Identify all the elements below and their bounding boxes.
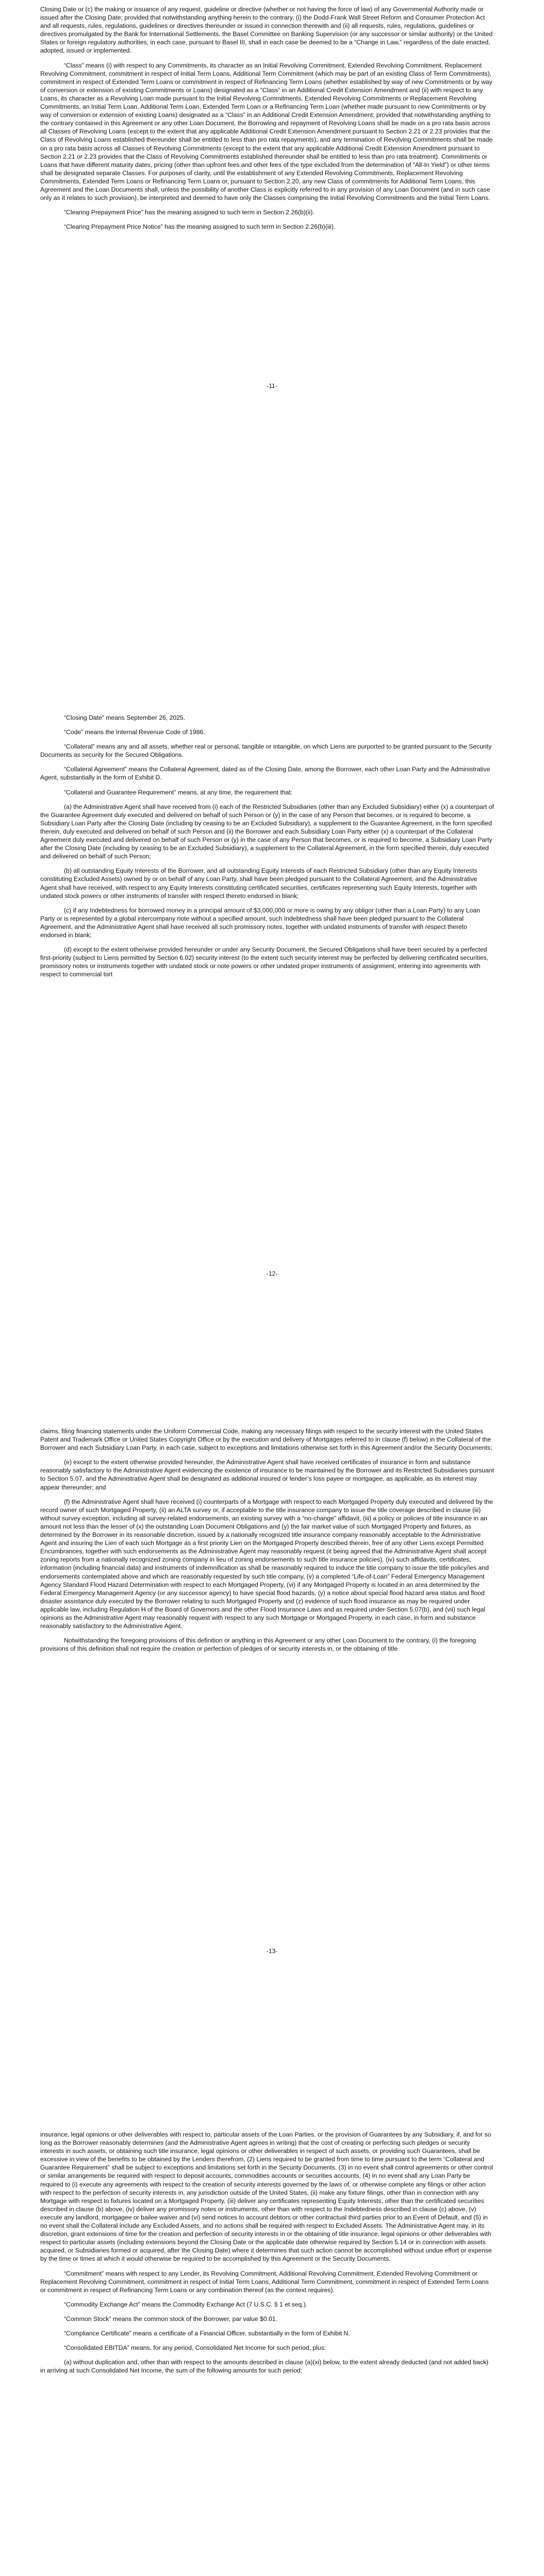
definition-common-stock: “Common Stock” means the common stock of the Borrower, par value $0.01.: [64, 2315, 277, 2323]
page-number: -11-: [267, 382, 277, 389]
clause-a: (a) without duplication and, other than with respect to the amounts described in clause (a)(xi) below, to the extent already deducted (and not added back) in arriving at such Consolidated Net Income, the sum of the following amounts for such period:: [40, 2359, 489, 2375]
page-number: -12-: [266, 1270, 278, 1277]
page-12: [0, 703, 544, 1406]
clause-d: (d) except to the extent otherwise provided hereunder or under any Security Document, the Secured Obligations shall have been secured by a perfected first-priority (subject to Liens permitted by Section 6.02) security interest (to the extent such security interest may be perfected by delivering certificated securities, promissory notes or instruments together with undated stock or note powers or other undated proper instruments of assignment, entering into agreements with respect to commercial tort: [40, 946, 489, 978]
definition-code: “Code” means the Internal Revenue Code of 1986.: [64, 728, 205, 736]
page-14: [0, 2110, 544, 2576]
definition-commodity-exchange-act: “Commodity Exchange Act” means the Commodity Exchange Act (7 U.S.C. § 1 et seq.).: [64, 2300, 308, 2308]
page-11: [0, 0, 544, 703]
clause-f: (f) the Administrative Agent shall have received (i) counterparts of a Mortgage with respect to each Mortgaged Property duly executed and delivered by the record owner of such Mortgaged Property, (ii) an ALTA survey or, if acceptable to the title insurance company to issue the title coverage described in clause (iii) without survey exception, including all survey-related endorsements, an existing survey with a “no-change” affidavit, (iii) a policy or policies of title insurance in an amount not less than the lesser of (x) the outstanding Loan Document Obligations and (y) the fair market value of such Mortgaged Property and fixtures, as determined by the Borrower in its reasonable discretion, issued by a nationally recognized title insurance company reasonably acceptable to the Administrative Agent and insuring the Lien of each such Mortgage as a first priority Lien on the Mortgaged Property described therein, free of any other Liens except Permitted Encumbrances, together with such endorsements as the Administrative Agent may reasonably request (it being agreed that the Administrative Agent shall accept zoning reports from a nationally recognized zoning company in lieu of zoning endorsements to such title insurance policies), (iv) such affidavits, certificates, information (including financial data) and instruments of indemnification as shall be reasonably required to induce the title company to issue the title policy/ies and endorsements contemplated above and which are reasonably requested by such title company, (v) a completed “Life-of-Loan” Federal Emergency Management Agency Standard Flood Hazard Determination with respect to each Mortgaged Property, (vi) if any Mortgaged Property is located in an area determined by the Federal Emergency Management Agency (or any successor agency) to have special flood hazards, (y) a notice about special flood hazard area status and flood disaster assistance duly executed by the Borrower relating to such Mortgaged Property and (z) evidence of such flood insurance as may be required under applicable law, including Regulation H of the Board of Governors and the other Flood Insurance Laws and as required under Section 5.07(b), and (vii) such legal opinions as the Administrative Agent may reasonably request with respect to any such Mortgage or Mortgaged Property, in each case, in form and substance reasonably satisfactory to the Administrative Agent.: [40, 1498, 493, 1630]
definition-closing-date: “Closing Date” means September 26, 2025.: [64, 714, 186, 721]
paragraph: claims, filing financing statements under the Uniform Commercial Code, making any necessary filings with respect to the security interest with the United States Patent and Trademark Office or United States Copyright Office or by the execution and delivery of Mortgages referred to in clause (f) below) in the Collateral of the Borrower and each Subsidiary Loan Party, in each case, subject to exceptions and limitations otherwise set forth in this Agreement and/or the Security Documents;: [40, 1428, 492, 1452]
paragraph: insurance, legal opinions or other deliverables with respect to, particular assets of the Loan Parties, or the provision of Guarantees by any Subsidiary, if, and for so long as the Borrower reasonably determines (and the Administrative Agent agrees in writing) that the cost of creating or perfecting such pledges or security interests in such assets, or obtaining such title insurance, legal opinions or other deliverables in respect of such assets, or providing such Guarantees, shall be excessive in view of the benefits to be obtained by the Lenders therefrom, (2) Liens required to be granted from time to time pursuant to the term “Collateral and Guarantee Requirement” shall be subject to exceptions and limitations set forth in the Security Documents, (3) in no event shall control agreements or other control or similar arrangements be required with respect to deposit accounts, commodities accounts or securities accounts, (4) in no event shall any Loan Party be required to (i) execute any agreements with respect to the creation of security interests governed by the laws of, or otherwise complete any filings or other action with respect to the perfection of security interests in, any jurisdiction outside of the United States, (ii) make any fixture filings, other than in connection with any Mortgage with respect to fixtures located on a Mortgaged Property, (iii) deliver any certificates representing Equity Interests, other than the certificated securities described in clause (b) above, (iv) deliver any promissory notes or instruments, other than with respect to the Indebtedness described in clause (c) above, (v) execute any landlord, mortgagee or bailee waiver and (vi) send notices to account debtors or other contractual third parties prior to an Event of Default, and (5) in no event shall the Collateral include any Excluded Assets, and no actions shall be required with respect to Excluded Assets. The Administrative Agent may, in its discretion, grant extensions of time for the creation and perfection of security interests in or the obtaining of title insurance, legal opinions or other deliverables with respect to particular assets (including extensions beyond the Closing Date or the applicable date otherwise required by Section 5.14 or in connection with assets acquired, or Subsidiaries formed or acquired, after the Closing Date) where it determines that such action cannot be accomplished without undue effort or expense by the time or times at which it would otherwise be required to be accomplished by this Agreement or the Security Documents.: [40, 2131, 493, 2263]
clause-c: (c) if any Indebtedness for borrowed money in a principal amount of $3,000,000 or more is owing by any obligor (other than a Loan Party) to any Loan Party or is represented by a global intercompany note without a specified amount, such Indebtedness shall have been pledged pursuant to the Collateral Agreement, and the Administrative Agent shall have received all such promissory notes, together with undated instruments of transfer with respect thereto endorsed in blank;: [40, 906, 480, 939]
definition-collateral-agreement: “Collateral Agreement” means the Collateral Agreement, dated as of the Closing Date, among the Borrower, each other Loan Party and the Administrative Agent, substantially in the form of Exhibit D.: [40, 766, 490, 782]
definition-collateral: “Collateral” means any and all assets, whether real or personal, tangible or intangible, on which Liens are purported to be granted pursuant to the Security Documents as security for the Secured Obligations.: [40, 743, 492, 759]
definition-compliance-certificate: “Compliance Certificate” means a certificate of a Financial Officer, substantially in the form of Exhibit N.: [64, 2329, 350, 2337]
definition-consolidated-ebitda: “Consolidated EBITDA” means, for any period, Consolidated Net Income for such period, plus:: [64, 2344, 326, 2352]
clause-b: (b) all outstanding Equity Interests of the Borrower, and all outstanding Equity Interests of each Restricted Subsidiary (other than any Equity Interests constituting Excluded Assets) owned by or on behalf of any Loan Party, shall have been pledged pursuant to the Collateral Agreement, and the Administrative Agent shall have received, with respect to any Equity Interests constituting certificated securities, certificates representing such Equity Interests, together with undated stock powers or other instruments of transfer with respect thereto endorsed in blank;: [40, 867, 477, 900]
page-13: [0, 1406, 544, 2110]
clause-a: (a) the Administrative Agent shall have received from (i) each of the Restricted Subsidiaries (other than any Excluded Subsidiary) either (x) a counterpart of the Guarantee Agreement duly executed and delivered on behalf of such Person or (y) in the case of any Person that becomes, or is required to become, a Subsidiary Loan Party after the Closing Date (including by ceasing to be an Excluded Subsidiary), a supplement to the Guarantee Agreement, in the form specified therein, duly executed and delivered on behalf of such Person and (ii) the Borrower and each Subsidiary Loan Party either (x) a counterpart of the Collateral Agreement duly executed and delivered on behalf of such Person or (y) in the case of any Person that becomes, or is required to become, a Subsidiary Loan Party after the Closing Date (including by ceasing to be an Excluded Subsidiary), a supplement to the Collateral Agreement, in the form specified therein, duly executed and delivered on behalf of such Person;: [40, 803, 494, 860]
definition-clearing-prepayment-price: “Clearing Prepayment Price” has the meaning assigned to such term in Section 2.26(b)(ii).: [64, 209, 315, 216]
page-number: -13-: [266, 1947, 278, 1955]
definition-commitment: “Commitment” means with respect to any Lender, its Revolving Commitment, Additional Revolving Commitment, Extended Revolving Commitment or Replacement Revolving Commitment, commitment in respect of Initial Term Loans, Additional Term Commitment, commitment in respect of Extended Term Loans or commitment in respect of Refinancing Term Loans or any combination thereof (as the context requires).: [40, 2269, 489, 2294]
clause-e: (e) except to the extent otherwise provided hereunder, the Administrative Agent shall have received certificates of insurance in form and substance reasonably satisfactory to the Administrative Agent evidencing the existence of insurance to be maintained by the Borrower and its Restricted Subsidiaries pursuant to Section 5.07, and the Administrative Agent shall be designated as additional insured or lender’s loss payee or mortgagee, as applicable, as its interest may appear thereunder; and: [40, 1459, 494, 1491]
definition-clearing-prepayment-price-notice: “Clearing Prepayment Price Notice” has the meaning assigned to such term in Section 2.26(b)(iii).: [64, 223, 336, 231]
definition-class: “Class” means (i) with respect to any Commitments, its character as an Initial Revolving Commitment, Extended Revolving Commitment, Replacement Revolving Commitment, commitment in respect of Initial Term Loans, Additional Term Commitment (which may be part of an existing Class of Term Commitments), commitment in respect of Extended Term Loans or commitment in respect of Refinancing Term Loans (whether established by way of new Commitments or by way of conversion or extension of existing Commitments or Loans) designated as a “Class” in an Additional Credit Extension Amendment and (ii) with respect to any Loans, its character as a Revolving Loan made pursuant to the Initial Revolving Commitments, Extended Revolving Commitments or Replacement Revolving Commitments, an Initial Term Loan, Additional Term Loan, Extended Term Loan or a Refinancing Term Loan (whether made pursuant to new Commitments or by way of conversion or extension of existing Loans) designated as a “Class” in an Additional Credit Extension Amendment; provided that notwithstanding anything to the contrary contained in this Agreement or any other Loan Document, the Borrowing and repayment of Revolving Loans shall be made on a pro rata basis across all Classes of Revolving Loans (except to the extent that any applicable Additional Credit Extension Amendment pursuant to Section 2.21 or 2.23 provides that the Class of Revolving Loans established thereunder shall be entitled to less than pro rata repayments), and any termination of Revolving Commitments shall be made on a pro rata basis across all Classes of Revolving Commitments (except to the extent that any applicable Additional Credit Extension Amendment pursuant to Section 2.21 or 2.23 provides that the Class of Revolving Commitments established thereunder shall be entitled to less than pro rata treatment). Commitments or Loans that have different maturity dates, pricing (other than upfront fees and other fees of the type excluded from the determination of “All-In Yield”) or other terms shall be designated separate Classes. For purposes of clarity, until the establishment of any Extended Revolving Commitments, Replacement Revolving Commitments, Extended Term Loans or Refinancing Term Loans or, pursuant to Section 2.20, any new Class of commitments for Additional Term Loans, this Agreement and the Loan Documents shall, unless the possibility of another Class is explicitly referred to in any provision of any Loan Document (and in such case only as it relates to such provision), be interpreted and deemed to have only the Classes comprising the Initial Revolving Commitments and the Initial Term Loans.: [40, 61, 493, 202]
paragraph-notwithstanding: Notwithstanding the foregoing provisions of this definition or anything in this Agreement or any other Loan Document to the contrary, (i) the foregoing provisions of this definition shall not require the creation or perfection of pledges of or security interests in, or the obtaining of title: [40, 1637, 476, 1653]
paragraph: Closing Date or (c) the making or issuance of any request, guideline or directive (whether or not having the force of law) of any Governmental Authority made or issued after the Closing Date; provided that notwithstanding anything herein to the contrary, (i) the Dodd-Frank Wall Street Reform and Consumer Protection Act and all requests, rules, regulations, guidelines or directives thereunder or issued in connection therewith and (ii) all requests, rules, regulations, guidelines or directives promulgated by the Bank for International Settlements, the Basel Committee on Banking Supervision (or any successor or similar authority) or the United States or foreign regulatory authorities, in each case, pursuant to Basel III, shall in each case be deemed to be a “Change in Law,” regardless of the date enacted, adopted, issued or implemented.: [40, 6, 493, 55]
definition-collateral-and-guarantee-requirement: “Collateral and Guarantee Requirement” means, at any time, the requirement that:: [64, 788, 293, 796]
